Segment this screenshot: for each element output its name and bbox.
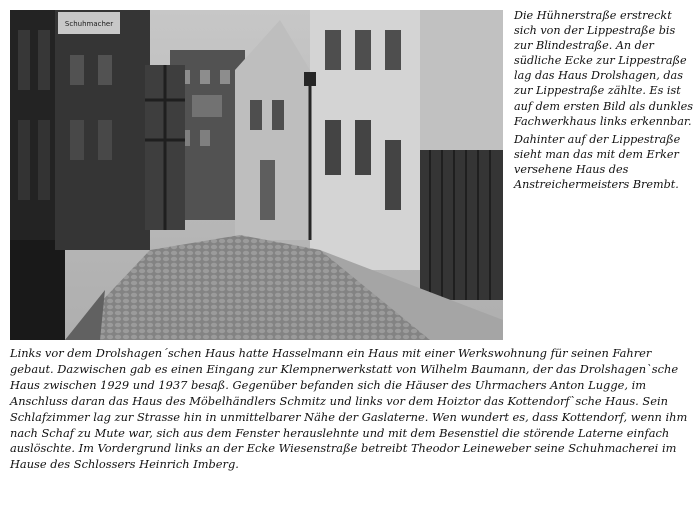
shop-sign-text: Schuhmacher	[64, 20, 114, 28]
street-scene-illustration	[10, 10, 503, 340]
side-caption-paragraph-2: Dahinter auf der Lippestraße sieht man das mit dem Erker versehene Haus des Anstreichermeisters Brembt.	[514, 132, 681, 192]
side-caption-paragraph-1: Die Hühnerstraße erstreckt sich von der Lippestraße bis zur Blindestraße. An der südliche Ecke zur Lippestraße lag das Haus Drolshagen, das zur Lippestraße zählte. Es ist auf dem ersten Bild als dunkles Fachwerkhaus links erkennbar.	[514, 9, 694, 128]
bottom-caption: Links vor dem Drolshagen´schen Haus hatte Hasselmann ein Haus mit einer Werkswohnung für seinen Fahrer gebaut. Dazwischen gab es einen Eingang zur Klempnerwerkstatt von Wilhelm Baumann, der das Drolshagen`sche Haus zwischen 1929 und 1937 besaß. Gegenüber befanden sich die Häuser des Uhrmachers Anton Lugge, im Anschluss daran das Haus des Möbelhändlers Schmitz und links vor dem Hoiztor das Kottendorf`sche Haus. Sein Schlafzimmer lag zur Strasse hin in unmittelbarer Nähe der Gaslaterne. Wen wundert es, dass Kottendorf, wenn ihm nach Schaf zu Mute war, sich aus dem Fenster herauslehnte und mit dem Besenstiel die störende Laterne einfach auslöschte. Im Vordergrund links an der Ecke Wiesenstraße betreibt Theodor Leineweber seine Schuhmacherei im Hause des Schlossers Heinrich Imberg.	[10, 346, 688, 472]
historic-street-photo	[10, 10, 503, 340]
side-caption	[514, 8, 696, 195]
